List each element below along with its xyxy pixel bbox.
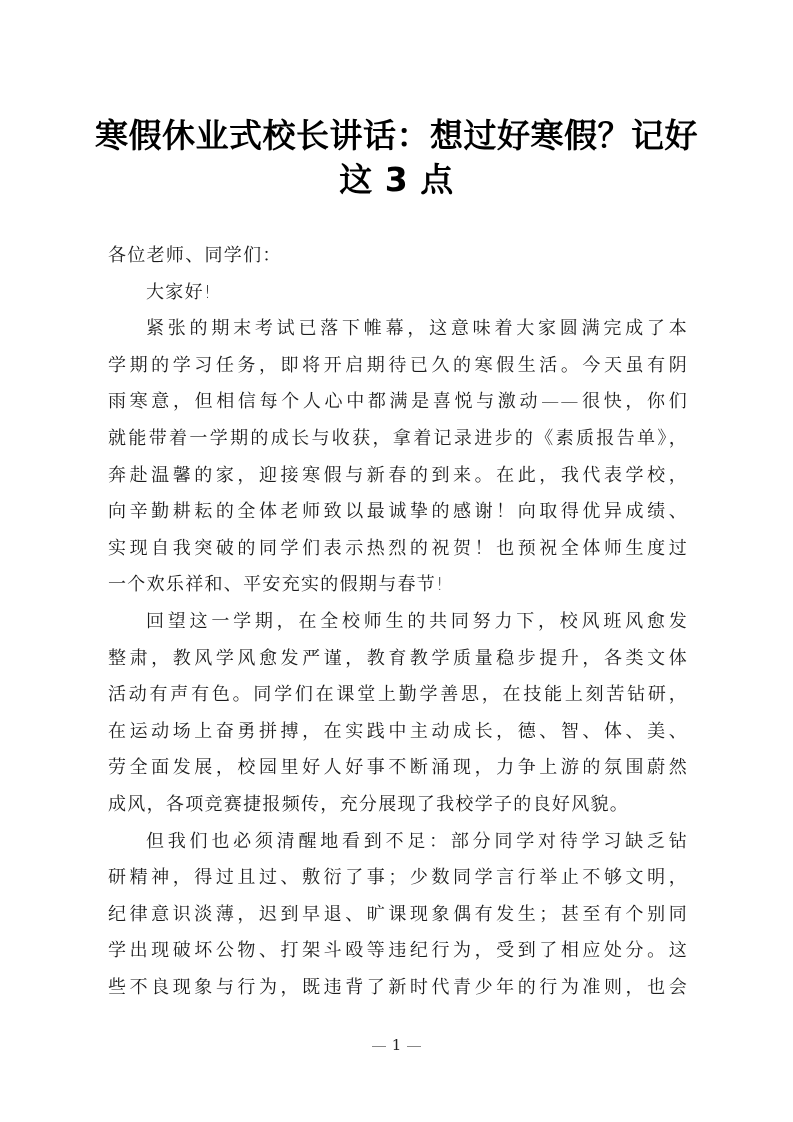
body-text-line: 但我们也必须清醒地看到不足：部分同学对待学习缺乏钻 bbox=[146, 830, 688, 852]
body-text-line: 回望这一学期，在全校师生的共同努力下，校风班风愈发 bbox=[146, 610, 688, 632]
body-text-line: 向辛勤耕耘的全体老师致以最诚挚的感谢！向取得优异成绩、 bbox=[108, 501, 688, 523]
body-text-line: 学期的学习任务，即将开启期待已久的寒假生活。今天虽有阴 bbox=[108, 354, 688, 376]
body-text-line: 雨寒意，但相信每个人心中都满是喜悦与激动——很快，你们 bbox=[108, 391, 688, 413]
body-text-line: 实现自我突破的同学们表示热烈的祝贺！也预祝全体师生度过 bbox=[108, 537, 688, 559]
body-text-line: 劳全面发展，校园里好人好事不断涌现，力争上游的氛围蔚然 bbox=[108, 757, 688, 779]
body-text-line: 就能带着一学期的成长与收获，拿着记录进步的《素质报告单》， bbox=[108, 427, 688, 449]
body-text-line: 一个欢乐祥和、平安充实的假期与春节! bbox=[108, 574, 445, 596]
body-text-line: 些不良现象与行为，既违背了新时代青少年的行为准则，也会 bbox=[108, 976, 688, 998]
body-text-line: 纪律意识淡薄，迟到早退、旷课现象偶有发生；甚至有个别同 bbox=[108, 903, 688, 925]
page-number: 1 bbox=[391, 1036, 402, 1054]
body-text-line: 各位老师、同学们： bbox=[108, 245, 282, 266]
document-title-line-2: 这 3 点 bbox=[339, 160, 454, 199]
page-footer bbox=[0, 1036, 793, 1054]
footer-dash-left bbox=[372, 1046, 386, 1047]
body-text-line: 在运动场上奋勇拼搏，在实践中主动成长，德、智、体、美、 bbox=[108, 720, 688, 742]
body-text-line: 研精神，得过且过、敷衍了事；少数同学言行举止不够文明， bbox=[108, 867, 688, 889]
body-text-line: 整肃，教风学风愈发严谨，教育教学质量稳步提升，各类文体 bbox=[108, 647, 688, 669]
body-text-line: 活动有声有色。同学们在课堂上勤学善思，在技能上刻苦钻研， bbox=[108, 684, 688, 706]
footer-dash-right bbox=[407, 1046, 421, 1047]
body-text-line: 成风，各项竞赛捷报频传，充分展现了我校学子的良好风貌。 bbox=[108, 793, 630, 815]
body-text-line: 紧张的期末考试已落下帷幕，这意味着大家圆满完成了本 bbox=[146, 318, 688, 340]
body-text-line: 大家好! bbox=[146, 281, 213, 303]
body-text-line: 学出现破坏公物、打架斗殴等违纪行为，受到了相应处分。这 bbox=[108, 940, 688, 962]
body-text-line: 奔赴温馨的家，迎接寒假与新春的到来。在此，我代表学校， bbox=[108, 464, 688, 486]
document-title-line-1: 寒假休业式校长讲话：想过好寒假？记好 bbox=[95, 116, 698, 155]
document-body bbox=[108, 238, 688, 1006]
